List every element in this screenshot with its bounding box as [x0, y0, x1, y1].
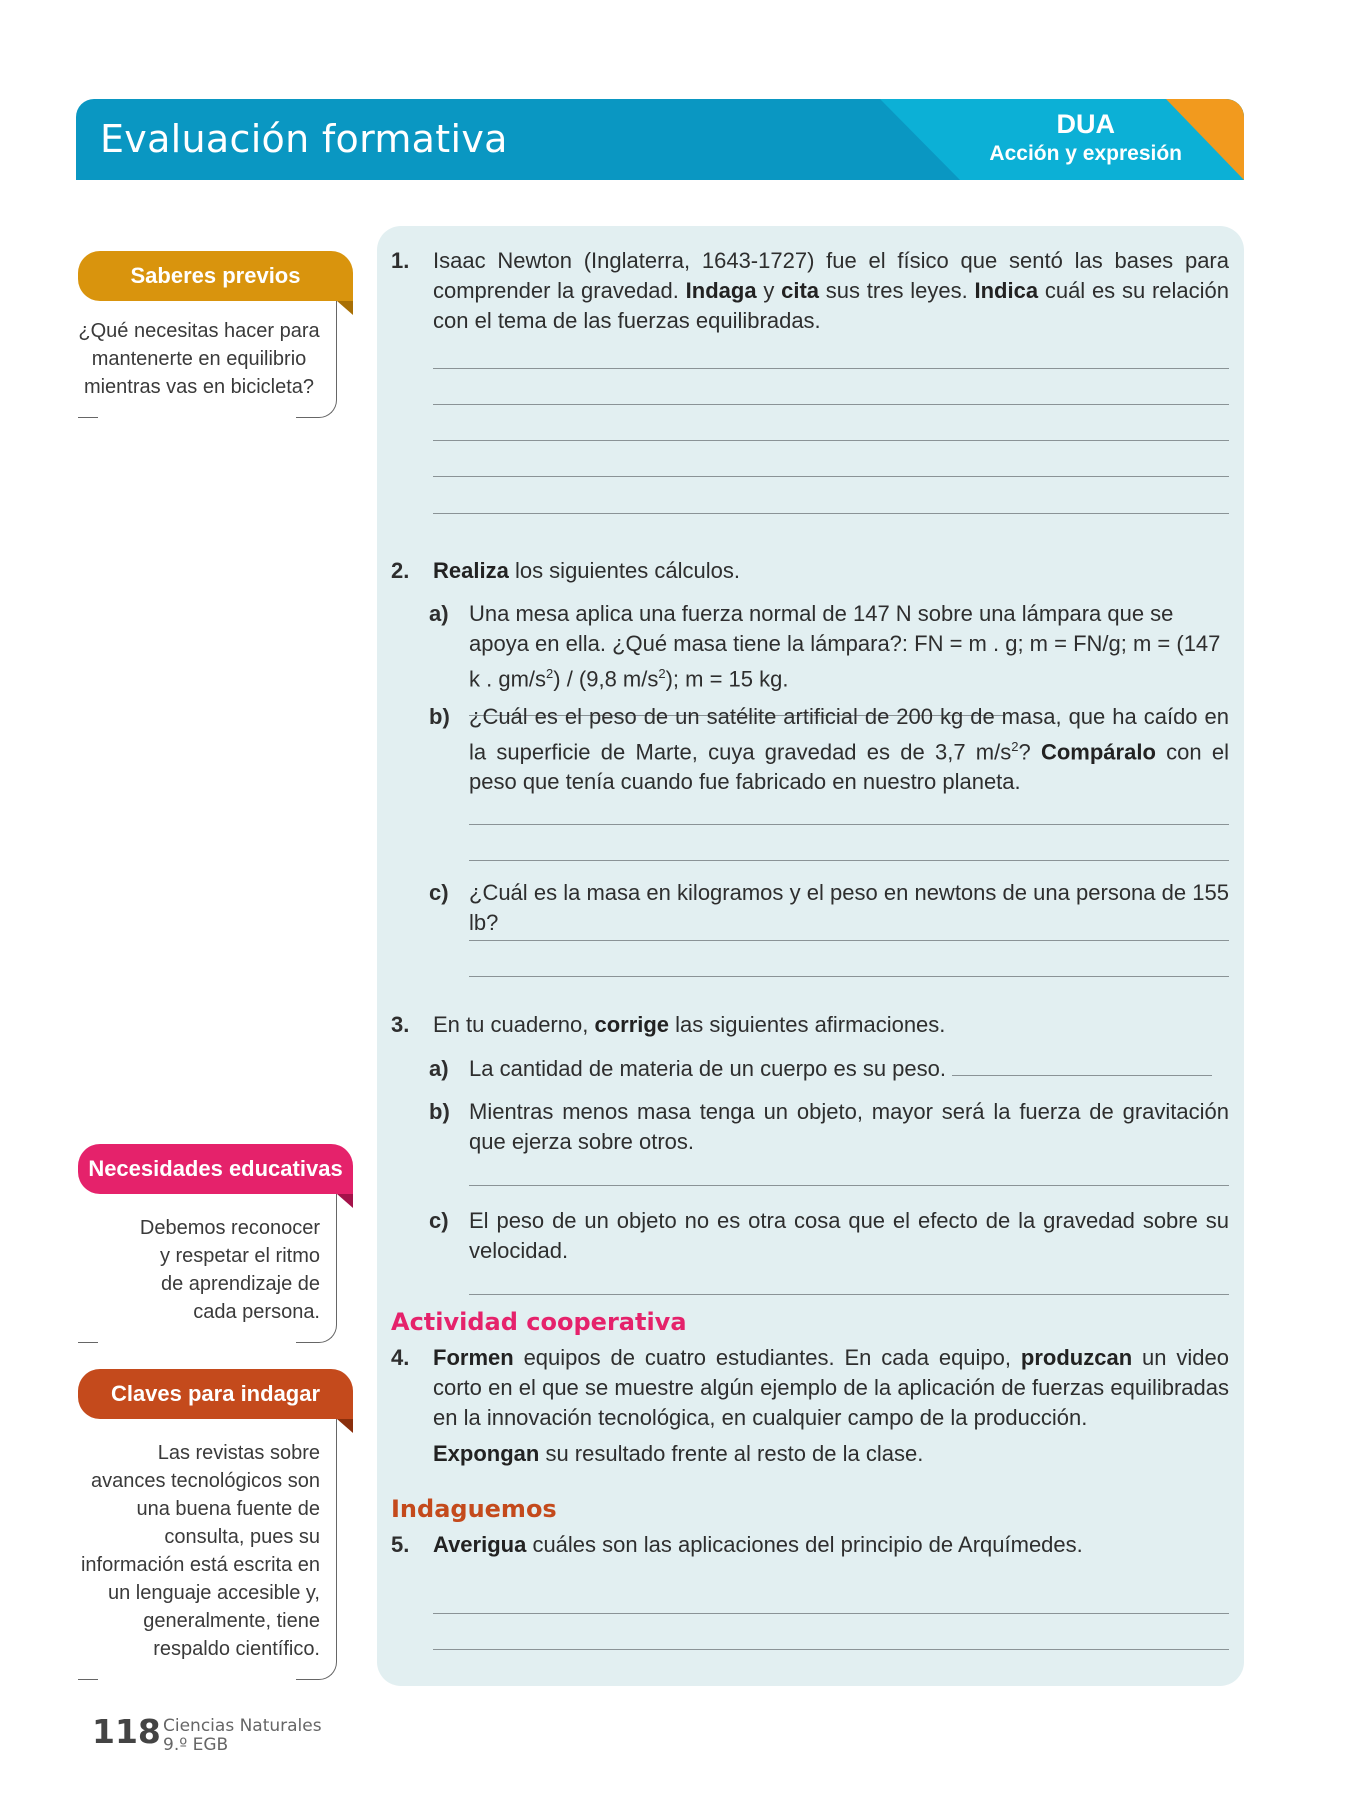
- necesidades-educativas-tab: [78, 1144, 353, 1194]
- answer-line[interactable]: [469, 1185, 1229, 1186]
- question-3: [391, 1010, 1229, 1040]
- answer-line[interactable]: [469, 824, 1229, 825]
- claves-para-indagar-box: [78, 1369, 353, 1680]
- question-text: Averigua cuáles son las aplicaciones del principio de Arquímedes.: [433, 1532, 1083, 1557]
- answer-line[interactable]: [433, 368, 1229, 369]
- claves-para-indagar-tab: [78, 1369, 353, 1419]
- question-2: [391, 556, 1229, 586]
- answer-line[interactable]: [433, 440, 1229, 441]
- necesidades-educativas-title: Necesidades educativas: [88, 1156, 343, 1181]
- answer-line[interactable]: [433, 1613, 1229, 1614]
- question-2c: [429, 878, 1229, 938]
- saberes-previos-box: [78, 251, 353, 418]
- answer-line[interactable]: [433, 476, 1229, 477]
- dua-label: [989, 109, 1182, 166]
- question-text: En tu cuaderno, corrige las siguientes afirmaciones.: [433, 1012, 946, 1037]
- item-letter: c): [429, 880, 449, 905]
- necesidades-educativas-text: Debemos reconocer y respetar el ritmo de aprendizaje de cada persona.: [78, 1194, 337, 1343]
- item-letter: b): [429, 704, 450, 729]
- question-1: [391, 246, 1229, 336]
- item-text: El peso de un objeto no es otra cosa que el efecto de la gravedad sobre su velocidad.: [469, 1208, 1229, 1263]
- answer-line[interactable]: [469, 860, 1229, 861]
- saberes-previos-title: Saberes previos: [130, 263, 301, 288]
- saberes-previos-tab: [78, 251, 353, 301]
- question-3c: [429, 1206, 1229, 1266]
- footer-info: [163, 1717, 322, 1755]
- header-banner: [76, 99, 1244, 180]
- footer-grade: 9.º EGB: [163, 1735, 229, 1755]
- claves-para-indagar-title: Claves para indagar: [110, 1381, 321, 1406]
- item-text: ¿Cuál es el peso de un satélite artificial de 200 kg de masa, que ha caído en la superficie de Marte, cuya gravedad es de 3,7 $m/s^2$? Compáralo con el peso que tenía cuando fue fabricado en nuestro planeta.: [469, 704, 1229, 795]
- answer-line[interactable]: [433, 404, 1229, 405]
- question-number: 1.: [391, 248, 410, 273]
- item-text: Mientras menos masa tenga un objeto, mayor será la fuerza de gravitación que ejerza sobre otros.: [469, 1099, 1229, 1154]
- question-2b: [429, 702, 1229, 797]
- answer-line[interactable]: [952, 1074, 1212, 1076]
- necesidades-educativas-box: [78, 1144, 353, 1343]
- question-number: 2.: [391, 558, 410, 583]
- indaguemos-heading: Indaguemos: [391, 1495, 557, 1523]
- dua-title: DUA: [1056, 109, 1115, 139]
- answer-line[interactable]: [469, 1294, 1229, 1295]
- answer-line[interactable]: [433, 513, 1229, 514]
- question-3a: [429, 1054, 1229, 1084]
- footer-subject: Ciencias Naturales: [163, 1716, 322, 1736]
- saberes-previos-text: ¿Qué necesitas hacer para mantenerte en equilibrio mientras vas en bicicleta?: [78, 301, 337, 418]
- answer-line[interactable]: [469, 976, 1229, 977]
- answer-line[interactable]: [433, 1649, 1229, 1650]
- item-text: Una mesa aplica una fuerza normal de 147 N sobre una lámpara que se apoya en ella. ¿Qué masa tiene la lámpara?: FN = m . g; m = FN/g; m = (147 k . $gm/s^2) / (9,8$ $m/s^2$); m = 15 kg.: [469, 599, 1229, 724]
- item-letter: c): [429, 1208, 449, 1233]
- item-text: La cantidad de materia de un cuerpo es su peso.: [469, 1054, 1229, 1084]
- item-letter: a): [429, 1056, 449, 1081]
- question-number: 3.: [391, 1012, 410, 1037]
- cooperativa-heading: Actividad cooperativa: [391, 1308, 687, 1336]
- item-letter: b): [429, 1099, 450, 1124]
- question-text-2: Expongan su resultado frente al resto de la clase.: [433, 1441, 924, 1466]
- question-text: Realiza los siguientes cálculos.: [433, 558, 740, 583]
- answer-line[interactable]: [469, 940, 1229, 941]
- question-4: [391, 1343, 1229, 1469]
- claves-para-indagar-text: Las revistas sobre avances tecnológicos son una buena fuente de consulta, pues su información está escrita en un lenguaje accesible y, generalmente, tiene respaldo científico.: [78, 1419, 337, 1680]
- exercise-panel: [377, 226, 1244, 1686]
- question-number: 5.: [391, 1532, 410, 1557]
- item-letter: a): [429, 601, 449, 626]
- page-number: 118: [92, 1712, 161, 1751]
- question-3b: [429, 1097, 1229, 1157]
- question-text: Formen equipos de cuatro estudiantes. En cada equipo, produzcan un video corto en el que se muestre algún ejemplo de la aplicación de fuerzas equilibradas en la innovación tecnológica, en cualquier campo de la producción.: [433, 1345, 1229, 1430]
- dua-subtitle: Acción y expresión: [989, 142, 1182, 165]
- question-number: 4.: [391, 1345, 410, 1370]
- page-title: Evaluación formativa: [100, 117, 508, 161]
- question-text: Isaac Newton (Inglaterra, 1643-1727) fue el físico que sentó las bases para comprender la gravedad. Indaga y cita sus tres leyes. Indica cuál es su relación con el tema de las fuerzas equilibradas.: [433, 248, 1229, 333]
- item-text: ¿Cuál es la masa en kilogramos y el peso en newtons de una persona de 155 lb?: [469, 880, 1229, 935]
- question-5: [391, 1530, 1229, 1560]
